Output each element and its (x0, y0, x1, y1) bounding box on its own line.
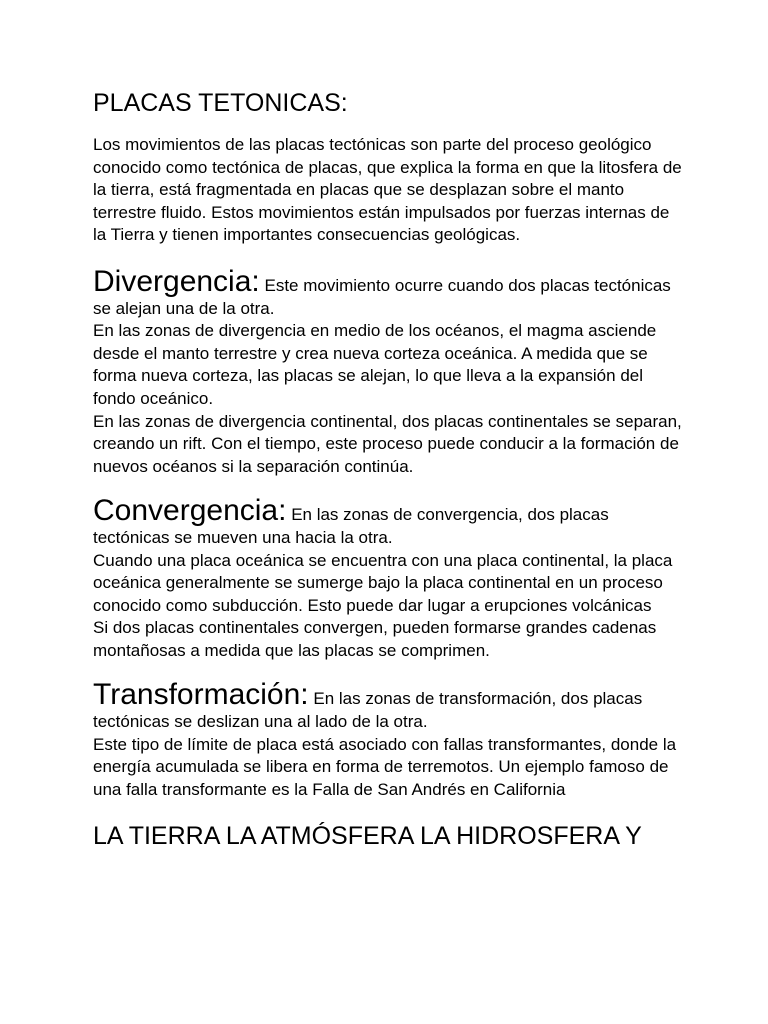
section-heading-convergencia: Convergencia: (93, 494, 287, 528)
intro-paragraph: Los movimientos de las placas tectónicas son parte del proceso geológico conocido como tectónica de placas, que explica la forma en que la litosfera de la tierra, está fragmentada en placas que se desplazan sobre el manto terrestre fluido. Estos movimientos están impulsados por fuerzas internas de la Tierra y tienen importantes consecuencias geológicas. (93, 135, 682, 245)
section-lead-text: En las zonas de transformación, dos placas tectónicas se deslizan una al lado de la otra. (93, 689, 643, 732)
section-transformacion (93, 680, 683, 801)
section-heading-transformacion: Transformación: (93, 678, 309, 712)
section-divergencia (93, 264, 683, 478)
next-section-title: LA TIERRA LA ATMÓSFERA LA HIDROSFERA Y (93, 822, 642, 851)
section-paragraph: Este tipo de límite de placa está asociado con fallas transformantes, donde la energía acumulada se libera en forma de terremotos. Un ejemplo famoso de una falla transformante es la Falla de San Andrés en California (93, 734, 677, 799)
section-lead-text: Este movimiento ocurre cuando dos placas tectónicas se alejan una de la otra. (93, 275, 671, 318)
section-convergencia (93, 496, 683, 662)
document-page (93, 86, 683, 853)
section-heading-divergencia: Divergencia: (93, 264, 260, 298)
section-lead-paragraph (93, 264, 683, 320)
section-lead-paragraph (93, 680, 683, 733)
section-lead-text: En las zonas de convergencia, dos placas tectónicas se mueven una hacia la otra. (93, 505, 609, 547)
section-lead-paragraph (93, 496, 683, 549)
section-paragraph: En las zonas de divergencia en medio de los océanos, el magma asciende desde el manto terrestre y crea nueva corteza oceánica. A medida que se forma nueva corteza, las placas se alejan, lo que lleva a la expansión del fondo oceánico. (93, 321, 657, 408)
section-paragraph: Si dos placas continentales convergen, pueden formarse grandes cadenas montañosas a medida que las placas se comprimen. (93, 618, 657, 660)
section-paragraph: Cuando una placa oceánica se encuentra con una placa continental, la placa oceánica generalmente se sumerge bajo la placa continental en un proceso conocido como subducción. Esto puede dar lugar a erupciones volcánicas (93, 550, 673, 615)
section-paragraph: En las zonas de divergencia continental, dos placas continentales se separan, creando un rift. Con el tiempo, este proceso puede conducir a la formación de nuevos océanos si la separación continúa. (93, 411, 682, 476)
document-title: PLACAS TETONICAS: (93, 89, 348, 117)
